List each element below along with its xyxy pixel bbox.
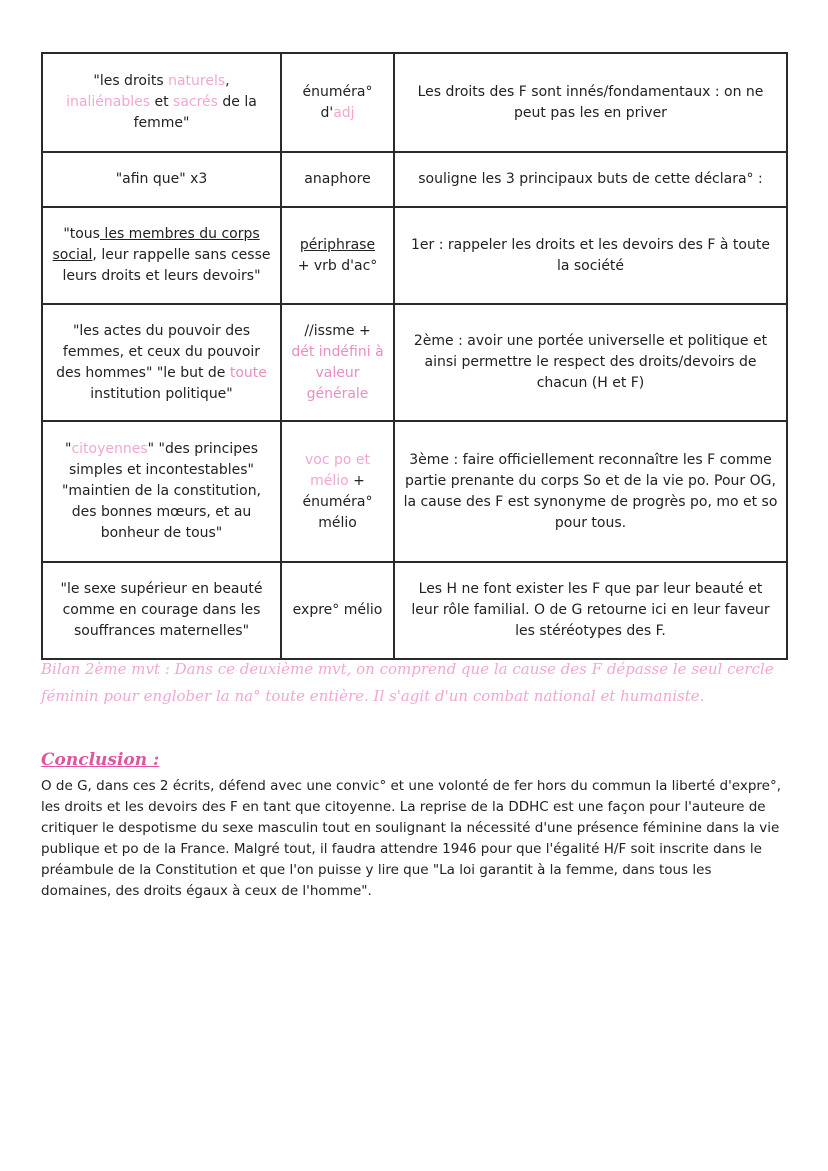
quote-text: "tous [63, 226, 100, 242]
procede-cell: expre° mélio [281, 562, 394, 659]
quote-text: , leur rappelle sans cesse leurs droits et leurs devoirs" [62, 247, 271, 284]
table-row [42, 421, 787, 562]
interpretation-cell: Les H ne font exister les F que par leur beauté et leur rôle familial. O de G retourne ici en leur faveur les stéréotypes des F. [394, 562, 787, 659]
quote-text: institution politique" [90, 385, 233, 402]
procede-text: //issme + [304, 322, 371, 339]
bilan-note: Bilan 2ème mvt : Dans ce deuxième mvt, on comprend que la cause des F dépasse le seul cercle féminin pour englober la na° toute entière. Il s'agit d'un combat national et humaniste. [41, 660, 774, 705]
highlight-word: toute [229, 364, 267, 381]
highlight-word: voc po et mélio [304, 451, 370, 489]
procede-text: + énuméra° mélio [302, 472, 373, 531]
quote-cell [42, 207, 281, 304]
highlight-word: inaliénables [66, 94, 151, 110]
table-row [42, 304, 787, 421]
quote-text: , [225, 73, 230, 89]
procede-text: d' [320, 104, 334, 121]
quote-cell: "le sexe supérieur en beauté comme en courage dans les souffrances maternelles" [42, 562, 281, 659]
highlight-word: adj [333, 104, 355, 121]
highlight-word: sacrés [173, 94, 218, 110]
conclusion-title: Conclusion : [41, 750, 160, 770]
procede-cell: anaphore [281, 152, 394, 207]
quote-cell [42, 421, 281, 562]
interpretation-cell: Les droits des F sont innés/fondamentaux : on ne peut pas les en priver [394, 53, 787, 152]
table-row [42, 562, 787, 659]
underlined-text: périphrase [299, 236, 376, 253]
table-row [42, 207, 787, 304]
table-row [42, 152, 787, 207]
procede-cell [281, 207, 394, 304]
quote-cell: "afin que" x3 [42, 152, 281, 207]
quote-text: " "des principes simples et incontestables" "maintien de la constitution, des bonnes mœurs, et au bonheur de tous" [61, 441, 262, 541]
quote-cell [42, 304, 281, 421]
quote-text: " [64, 441, 72, 457]
interpretation-cell: 3ème : faire officiellement reconnaître les F comme partie prenante du corps So et de la vie po. Pour OG, la cause des F est synonyme de progrès po, mo et so pour tous. [394, 421, 787, 562]
interpretation-cell: 2ème : avoir une portée universelle et politique et ainsi permettre le respect des droits/devoirs de chacun (H et F) [394, 304, 787, 421]
highlight-word: dét indéfini à valeur générale [291, 343, 384, 402]
conclusion-text: O de G, dans ces 2 écrits, défend avec une convic° et une volonté de fer hors du commun la liberté d'expre°, les droits et les devoirs des F en tant que citoyenne. La reprise de la DDHC est une façon pour l'auteure de critiquer le despotisme du sexe masculin tout en soulignant la nécessité d'une présence féminine dans la vie publique et po de la France. Malgré tout, il faudra attendre 1946 pour que l'égalité H/F soit inscrite dans le préambule de la Constitution et que l'on puisse y lire que "La loi garantit à la femme, dans tous les domaines, des droits égaux à ceux de l'homme". [41, 778, 782, 899]
interpretation-cell: souligne les 3 principaux buts de cette déclara° : [394, 152, 787, 207]
procede-text: + vrb d'ac° [297, 257, 378, 274]
procede-cell [281, 304, 394, 421]
highlight-word: naturels [168, 73, 226, 89]
quote-text: "les actes du pouvoir des femmes, et ceux du pouvoir des hommes" "le but de [56, 322, 261, 381]
underlined-text: les membres du corps social [52, 226, 260, 263]
highlight-word: citoyennes [71, 441, 148, 457]
table-row [42, 53, 787, 152]
procede-text: énuméra° [302, 83, 373, 100]
interpretation-cell: 1er : rappeler les droits et les devoirs des F à toute la société [394, 207, 787, 304]
quote-text: "les droits [93, 73, 169, 89]
procede-cell [281, 421, 394, 562]
analysis-table [41, 52, 788, 660]
quote-text: et [150, 94, 174, 110]
quote-cell [42, 53, 281, 152]
procede-cell [281, 53, 394, 152]
quote-text: de la femme" [133, 94, 257, 131]
